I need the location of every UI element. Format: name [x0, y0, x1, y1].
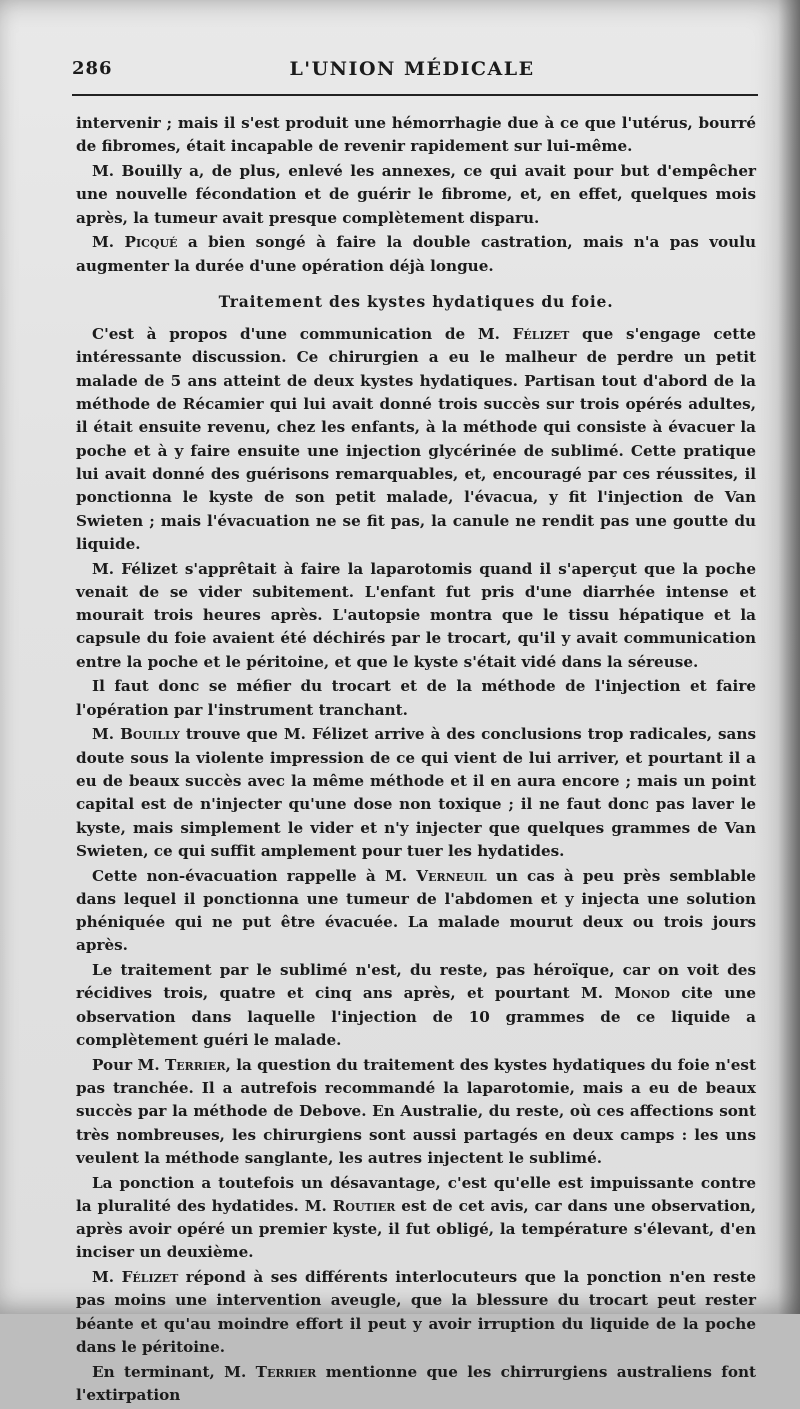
paragraph-text: En terminant, M. [92, 1362, 256, 1381]
paragraph-text: est de cet avis, car dans une observation, après avoir opéré un premier kyste, il fut obligé, la température s'élevant, d'en inciser un deuxième. [76, 1196, 756, 1262]
author-name: Terrier [164, 1055, 226, 1074]
paragraph-text: M. [92, 725, 121, 744]
paragraph [76, 112, 756, 159]
paragraph [76, 723, 756, 863]
paragraph-text: Cette non-évacuation rappelle à M. [92, 866, 417, 885]
author-name: Routier [332, 1196, 396, 1215]
author-name: Terrier [255, 1362, 317, 1381]
paragraph-text: Pour M. [92, 1055, 165, 1074]
author-name: Verneuil [416, 866, 487, 885]
paragraph [76, 865, 756, 958]
paragraph-text: C'est à propos d'une communication de M. [92, 325, 513, 344]
paragraph-text: Il faut donc se méfier du trocart et de la méthode de l'injection et faire l'opération par l'instrument tranchant. [76, 677, 756, 719]
paragraph-text: cite une observation dans laquelle l'injection de 10 grammes de ce liquide a complètement guéri le malade. [76, 984, 756, 1050]
paragraph [76, 160, 756, 230]
running-title: L'UNION MÉDICALE [289, 58, 535, 80]
paragraph-text: un cas à peu près semblable dans lequel il ponctionna une tumeur de l'abdomen et y injecta une solution phéniquée qui ne put être évacuée. La malade mourut deux ou trois jours après. [76, 866, 757, 955]
paragraph-text: M. Félizet s'apprêtait à faire la laparotomis quand il s'aperçut que la poche venait de se vider subitement. L'enfant fut pris d'une diarrhée intense et mourait trois heures après. L'autopsie montra que le tissu hépatique et la capsule du foie avaient été déchirés par le trocart, qu'il y avait communication entre la poche et le péritoine, et que le kyste s'était vidé dans la séreuse. [76, 559, 756, 671]
paragraph-text: répond à ses différents interlocuteurs que la ponction n'en reste pas moins une intervention aveugle, que la blessure du trocart peut rester béante et qu'au moindre effort il peut y avoir irruption du liquide de la poche dans le péritoine. [76, 1268, 756, 1357]
header-rule [72, 94, 758, 96]
paragraph-text: Le traitement par le sublimé n'est, du reste, pas héroïque, car on voit des récidives trois, quatre et cinq ans après, et pourtant M. [76, 961, 756, 1003]
paragraph [76, 959, 756, 1052]
paragraphs-after [76, 323, 756, 1407]
paragraph [76, 1172, 756, 1265]
paragraph [76, 231, 756, 278]
author-name: Félizet [512, 325, 570, 344]
section-title: Traitement des kystes hydatiques du foie. [218, 291, 614, 311]
paragraph-text: intervenir ; mais il s'est produit une hémorrhagie due à ce que l'utérus, bourré de fibromes, était incapable de revenir rapidement sur lui-même. [76, 114, 756, 156]
author-name: Félizet [121, 1268, 179, 1287]
paragraph [76, 1266, 756, 1359]
author-name: Monod [614, 984, 670, 1003]
page-header [72, 58, 752, 90]
author-name: Bouilly [120, 725, 180, 744]
paragraph [76, 558, 756, 674]
paragraph [76, 1054, 756, 1170]
paragraph-text: La ponction a toutefois un désavantage, c'est qu'elle est impuissante contre la pluralité des hydatides. M. [76, 1173, 756, 1215]
page-edge-shadow [778, 0, 800, 1314]
author-name: Picqué [124, 233, 178, 252]
paragraph-text: , la question du traitement des kystes hydatiques du foie n'est pas tranchée. Il a autrefois recommandé la laparotomie, mais a eu de beaux succès par la méthode de Debove. En Australie, du reste, où ces affections sont très nombreuses, les chirurgiens sont aussi partagés en deux camps : les uns veulent la méthode sanglante, les autres injectent le sublimé. [76, 1055, 756, 1167]
paragraph-text: M. Bouilly a, de plus, enlevé les annexes, ce qui avait pour but d'empêcher une nouvelle fécondation et de guérir le fibrome, et, en effet, quelques mois après, la tumeur avait presque complètement disparu. [76, 161, 756, 227]
paragraph-text: trouve que M. Félizet arrive à des conclusions trop radicales, sans doute sous la violente impression de ce qui vient de lui arriver, et pourtant il a eu de beaux succès avec la même méthode et il en aura encore ; mais un point capital est de n'injecter qu'une dose non toxique ; il ne faut donc pas laver le kyste, mais simplement le vider et n'y injecter que quelques grammes de Van Swieten, ce qui suffit amplement pour tuer les hydatides. [76, 725, 756, 860]
paragraph-text: a bien songé à faire la double castration, mais n'a pas voulu augmenter la durée d'une opération déjà longue. [76, 233, 757, 275]
paragraph [76, 1361, 756, 1408]
paragraph [76, 675, 756, 722]
paragraph-text: M. [92, 233, 125, 252]
article-body [76, 112, 756, 1409]
paragraph [76, 323, 756, 556]
paragraph-text: M. [92, 1268, 122, 1287]
paragraph-text: que s'engage cette intéressante discussion. Ce chirurgien a eu le malheur de perdre un petit malade de 5 ans atteint de deux kystes hydatiques. Partisan tout d'abord de la méthode de Récamier qui lui avait donné trois succès sur trois opérés adultes, il était ensuite revenu, chez les enfants, à la méthode qui consiste à évacuer la poche et à y faire ensuite une injection glycérinée de sublimé. Cette pratique lui avait donné des guérisons remarquables, et, encouragé par ces réussites, il ponctionna le kyste de son petit malade, l'évacua, y fit l'injection de Van Swieten ; mais l'évacuation ne se fit pas, la canule ne rendit pas une goutte du liquide. [76, 325, 756, 553]
paragraph-text: mentionne que les chirrurgiens australiens font l'extirpation [76, 1362, 757, 1405]
paragraphs-before [76, 112, 756, 278]
page-number: 286 [72, 58, 113, 79]
